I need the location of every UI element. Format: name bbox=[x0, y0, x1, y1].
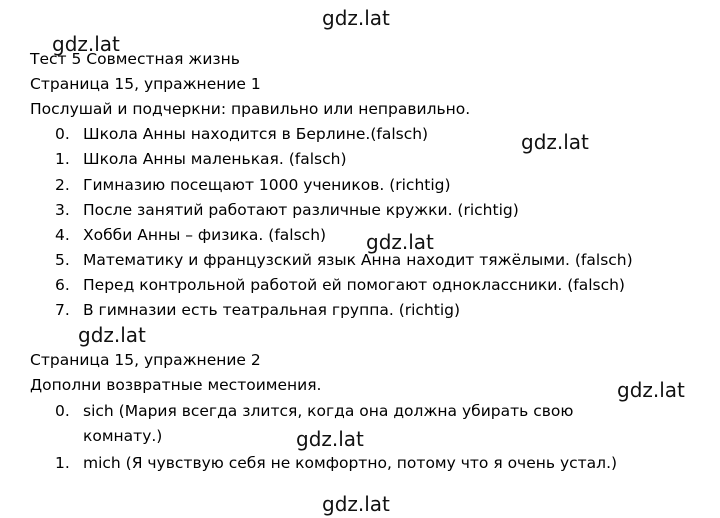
section2-instruction: Дополни возвратные местоимения. bbox=[30, 376, 322, 394]
list-item: Хобби Анны – физика. (falsch) bbox=[83, 226, 327, 244]
list-item-continuation: комнату.) bbox=[83, 427, 163, 445]
list-item-number: 6. bbox=[55, 276, 70, 294]
watermark: gdz.lat bbox=[296, 427, 364, 451]
list-item: Школа Анны маленькая. (falsch) bbox=[83, 150, 347, 168]
list-item-number: 4. bbox=[55, 226, 70, 244]
list-item: mich (Я чувствую себя не комфортно, потому что я очень устал.) bbox=[83, 454, 618, 472]
watermark-bottom: gdz.lat bbox=[322, 492, 390, 516]
list-item: Перед контрольной работой ей помогают одноклассники. (falsch) bbox=[83, 276, 625, 294]
watermark: gdz.lat bbox=[78, 323, 146, 347]
list-item-number: 3. bbox=[55, 201, 70, 219]
list-item: sich (Мария всегда злится, когда она должна убирать свою bbox=[83, 402, 574, 420]
section1-heading: Страница 15, упражнение 1 bbox=[30, 75, 261, 93]
list-item-number: 2. bbox=[55, 176, 70, 194]
watermark: gdz.lat bbox=[521, 130, 589, 154]
list-item-number: 1. bbox=[55, 150, 70, 168]
list-item: Гимназию посещают 1000 учеников. (richtig) bbox=[83, 176, 451, 194]
list-item-number: 5. bbox=[55, 251, 70, 269]
list-item: После занятий работают различные кружки. (richtig) bbox=[83, 201, 519, 219]
watermark: gdz.lat bbox=[52, 32, 120, 56]
list-item: В гимназии есть театральная группа. (richtig) bbox=[83, 301, 461, 319]
section1-instruction: Послушай и подчеркни: правильно или неправильно. bbox=[30, 100, 471, 118]
section2-heading: Страница 15, упражнение 2 bbox=[30, 351, 261, 369]
list-item: Школа Анны находится в Берлине.(falsch) bbox=[83, 125, 429, 143]
list-item-number: 0. bbox=[55, 402, 70, 420]
list-item-number: 1. bbox=[55, 454, 70, 472]
watermark: gdz.lat bbox=[366, 230, 434, 254]
watermark-top: gdz.lat bbox=[322, 6, 390, 30]
list-item-number: 0. bbox=[55, 125, 70, 143]
watermark: gdz.lat bbox=[617, 378, 685, 402]
document-title: Тест 5 Совместная жизнь bbox=[30, 50, 240, 68]
list-item: Математику и французский язык Анна находит тяжёлыми. (falsch) bbox=[83, 251, 633, 269]
list-item-number: 7. bbox=[55, 301, 70, 319]
